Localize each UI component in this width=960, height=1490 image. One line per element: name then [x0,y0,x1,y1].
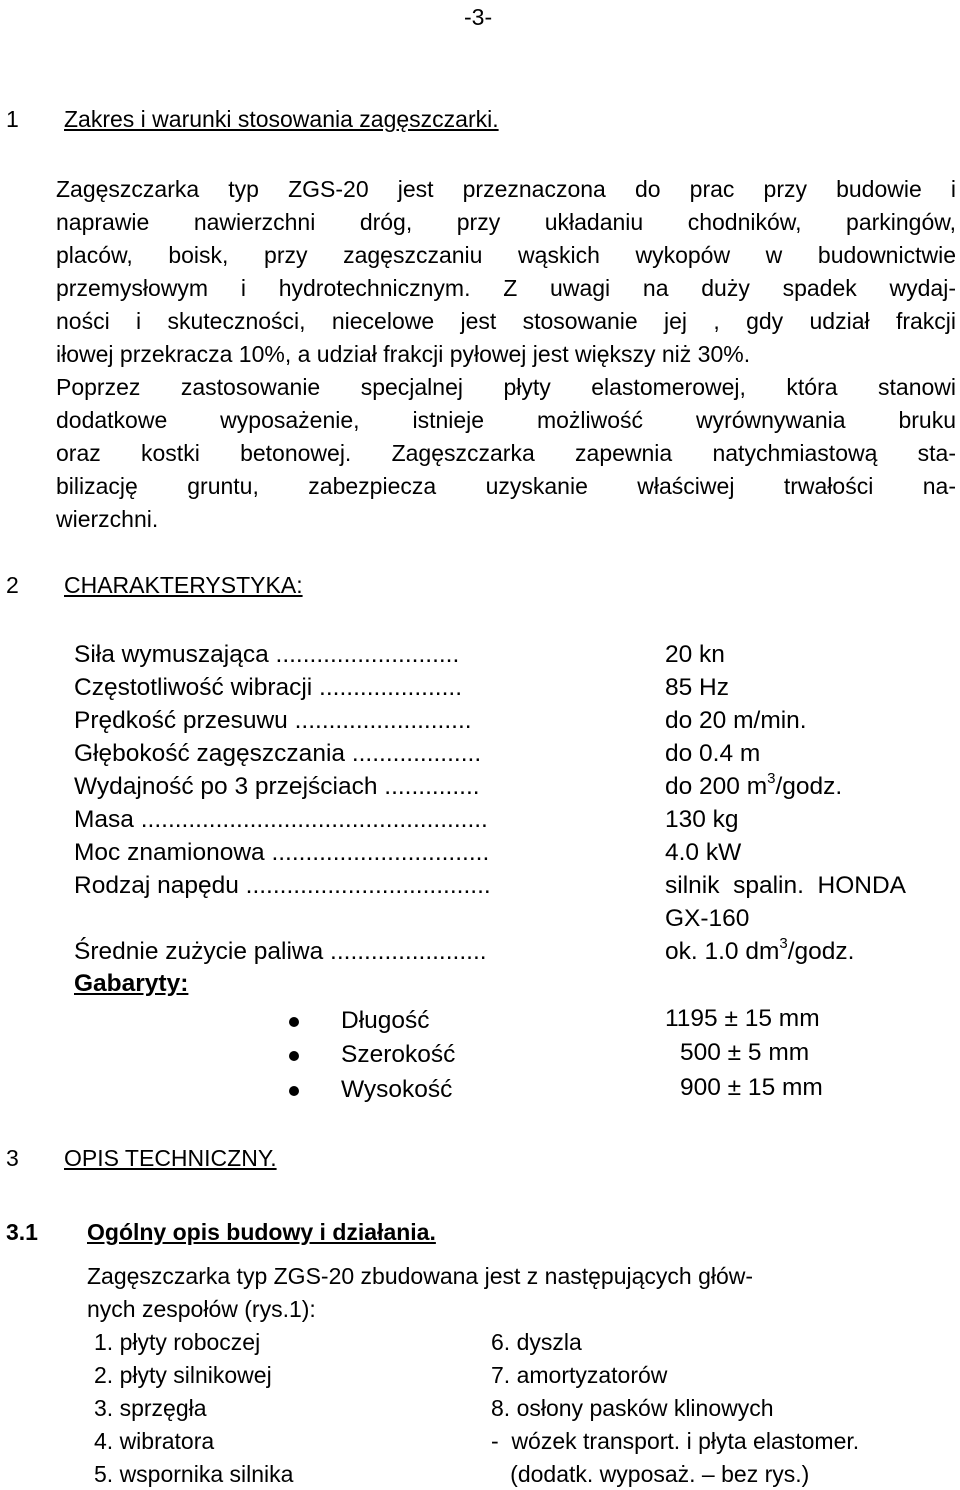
section-1-paragraph [56,173,956,536]
spec-value: 20 kn [665,641,725,668]
section-2-title: CHARAKTERYSTYKA: [64,572,303,598]
spec-value [665,935,855,966]
spec-value-superscript: 3 [767,770,776,787]
bullet-icon [289,1051,299,1061]
dimension-label: Długość [341,1007,430,1034]
paragraph-line: dodatkowe wyposażenie, istnieje możliwość wyrównywania bruku [56,407,956,433]
paragraph-line: oraz kostki betonowej. Zagęszczarka zapewnia natychmiastową sta- [56,440,956,466]
component-list-item: (dodatk. wyposaż. – bez rys.) [491,1461,810,1487]
spec-value [665,770,843,801]
spec-label: Masa ................................................... [74,806,488,833]
component-list-item: - wózek transport. i płyta elastomer. [491,1428,860,1454]
paragraph-line: naprawie nawierzchni dróg, przy układaniu chodników, parkingów, [56,209,956,235]
component-list-item: 5. wspornika silnika [94,1461,294,1487]
page-number: -3- [464,4,493,30]
paragraph-line: Zagęszczarka typ ZGS-20 jest przeznaczona do prac przy budowie i [56,176,956,202]
spec-label: Rodzaj napędu .................................... [74,872,491,899]
spec-value-superscript: 3 [779,935,788,952]
component-list-item: 7. amortyzatorów [491,1362,668,1388]
spec-value-main: do 200 m [665,773,768,800]
section-1-number: 1 [6,106,19,132]
component-list-item: 3. sprzęgła [94,1395,207,1421]
spec-value: silnik spalin. HONDA [665,872,906,899]
component-list-item: 1. płyty roboczej [94,1329,261,1355]
section-3-1-title: Ogólny opis budowy i działania. [87,1219,436,1245]
paragraph-line: placów, boisk, przy zagęszczaniu wąskich wykopów w budownictwie [56,242,956,268]
spec-value: 85 Hz [665,674,730,701]
component-list-item: 4. wibratora [94,1428,215,1454]
paragraph-line: ności i skuteczności, niecelowe jest stosowanie jej , gdy udział frakcji [56,308,956,334]
section-3-1-number: 3.1 [6,1219,38,1245]
component-list-item: 6. dyszla [491,1329,582,1355]
spec-value: 4.0 kW [665,839,742,866]
spec-value-suffix: /godz. [775,773,843,800]
spec-value-main: ok. 1.0 dm [665,938,780,965]
section-3-1-paragraph-line: nych zespołów (rys.1): [87,1296,316,1322]
spec-label: Moc znamionowa ................................ [74,839,490,866]
paragraph-line: Poprzez zastosowanie specjalnej płyty elastomerowej, która stanowi [56,374,956,400]
dimension-value: 1195 ± 15 mm [665,1005,820,1032]
component-list-item: 2. płyty silnikowej [94,1362,272,1388]
paragraph-line: przemysłowym i hydrotechnicznym. Z uwagi na duży spadek wydaj- [56,275,956,301]
section-2-number: 2 [6,572,19,598]
spec-value: do 20 m/min. [665,707,807,734]
spec-value: do 0.4 m [665,740,761,767]
spec-label: Wydajność po 3 przejściach .............. [74,773,480,800]
gabaryty-title: Gabaryty: [74,970,189,997]
bullet-icon [289,1086,299,1096]
spec-value-continued: GX-160 [665,905,750,932]
spec-label: Częstotliwość wibracji ..................... [74,674,463,701]
spec-label: Głębokość zagęszczania ................... [74,740,482,767]
dimension-value: 500 ± 5 mm [680,1039,810,1066]
spec-value: 130 kg [665,806,739,833]
spec-value-suffix: /godz. [787,938,855,965]
bullet-icon [289,1017,299,1027]
paragraph-line: wierzchni. [56,506,159,532]
section-3-number: 3 [6,1145,19,1171]
dimension-value: 900 ± 15 mm [680,1074,823,1101]
dimension-label: Wysokość [341,1076,453,1103]
section-1-title: Zakres i warunki stosowania zagęszczarki. [64,106,499,132]
spec-label: Prędkość przesuwu .......................... [74,707,472,734]
component-list-item: 8. osłony pasków klinowych [491,1395,774,1421]
section-3-title: OPIS TECHNICZNY. [64,1145,277,1171]
paragraph-line: bilizację gruntu, zabezpiecza uzyskanie właściwej trwałości na- [56,473,956,499]
paragraph-line: iłowej przekracza 10%, a udział frakcji pyłowej jest większy niż 30%. [56,341,751,367]
spec-label: Siła wymuszająca ........................... [74,641,460,668]
dimension-label: Szerokość [341,1041,456,1068]
spec-label: Średnie zużycie paliwa ....................... [74,938,487,965]
section-3-1-paragraph-line: Zagęszczarka typ ZGS-20 zbudowana jest z następujących głów- [87,1263,754,1289]
